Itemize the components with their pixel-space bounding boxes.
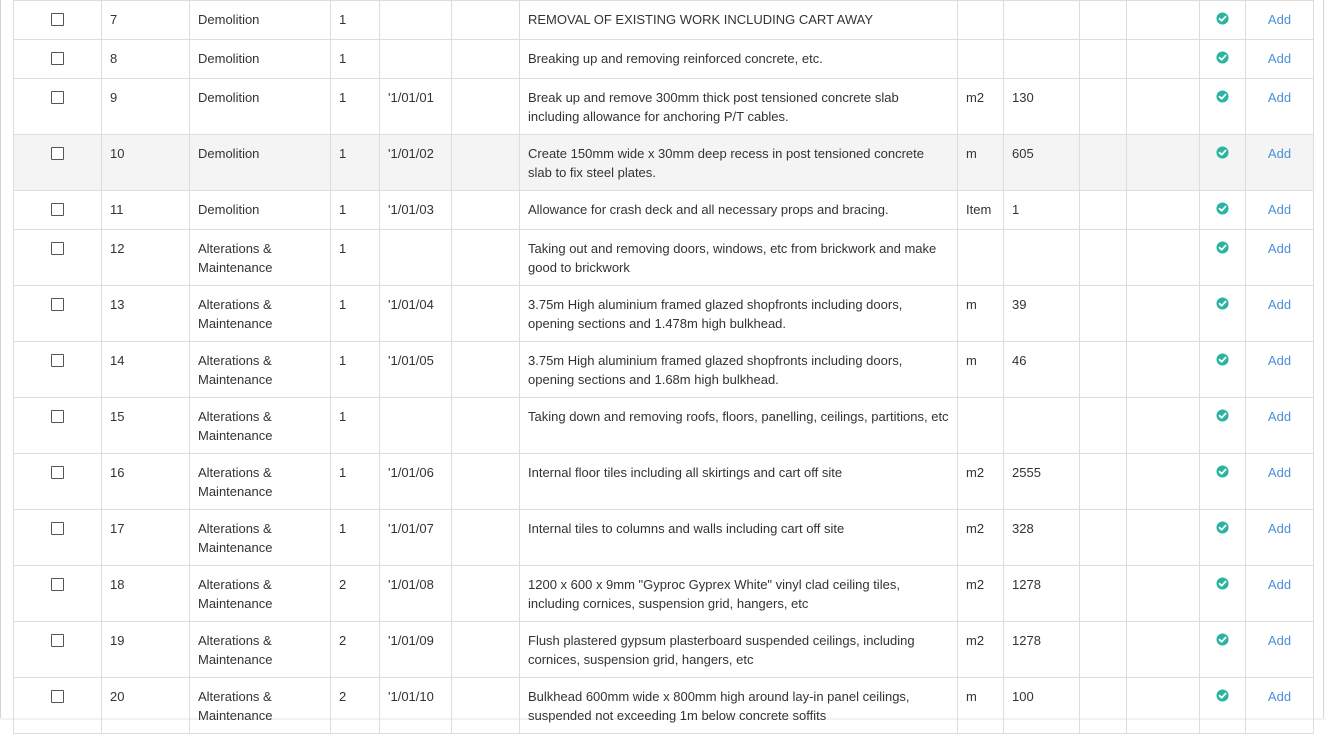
row-checkbox[interactable] <box>51 242 64 255</box>
select-cell <box>14 40 102 79</box>
status-cell <box>1200 191 1246 230</box>
unit-cell: m <box>958 342 1004 398</box>
table-row <box>14 1 1314 40</box>
select-cell <box>14 454 102 510</box>
empty-cell-b <box>1080 1 1127 40</box>
category-cell: Alterations & Maintenance <box>190 286 331 342</box>
select-cell <box>14 79 102 135</box>
row-number: 8 <box>102 40 190 79</box>
empty-cell-c <box>1127 566 1200 622</box>
empty-cell-b <box>1080 286 1127 342</box>
category-cell: Demolition <box>190 79 331 135</box>
code-cell <box>380 1 452 40</box>
status-cell <box>1200 398 1246 454</box>
table-row <box>14 40 1314 79</box>
row-checkbox[interactable] <box>51 578 64 591</box>
add-link[interactable]: Add <box>1267 689 1292 704</box>
description-cell: Internal tiles to columns and walls including cart off site <box>520 510 958 566</box>
quantity-cell: 1278 <box>1004 566 1080 622</box>
table-row <box>14 510 1314 566</box>
empty-cell-b <box>1080 510 1127 566</box>
unit-cell: m2 <box>958 454 1004 510</box>
select-cell <box>14 1 102 40</box>
check-circle-icon <box>1216 297 1229 310</box>
row-number: 11 <box>102 191 190 230</box>
add-link[interactable]: Add <box>1267 465 1292 480</box>
category-cell: Alterations & Maintenance <box>190 678 331 734</box>
empty-cell-c <box>1127 510 1200 566</box>
status-cell <box>1200 454 1246 510</box>
unit-cell: m <box>958 678 1004 734</box>
table-row <box>14 678 1314 734</box>
description-cell: Allowance for crash deck and all necessary props and bracing. <box>520 191 958 230</box>
select-cell <box>14 230 102 286</box>
status-cell <box>1200 510 1246 566</box>
code-cell: '1/01/03 <box>380 191 452 230</box>
action-cell <box>1246 40 1314 79</box>
quantity-cell: 100 <box>1004 678 1080 734</box>
level-cell: 1 <box>331 191 380 230</box>
empty-cell-a <box>452 230 520 286</box>
action-cell <box>1246 230 1314 286</box>
category-cell: Alterations & Maintenance <box>190 566 331 622</box>
quantity-cell: 1 <box>1004 191 1080 230</box>
empty-cell-b <box>1080 342 1127 398</box>
select-cell <box>14 398 102 454</box>
check-circle-icon <box>1216 577 1229 590</box>
description-cell: Create 150mm wide x 30mm deep recess in post tensioned concrete slab to fix steel plates. <box>520 135 958 191</box>
category-cell: Alterations & Maintenance <box>190 622 331 678</box>
code-cell: '1/01/04 <box>380 286 452 342</box>
empty-cell-c <box>1127 454 1200 510</box>
select-cell <box>14 286 102 342</box>
status-cell <box>1200 286 1246 342</box>
empty-cell-c <box>1127 191 1200 230</box>
code-cell <box>380 40 452 79</box>
select-cell <box>14 191 102 230</box>
level-cell: 1 <box>331 135 380 191</box>
select-cell <box>14 622 102 678</box>
code-cell: '1/01/01 <box>380 79 452 135</box>
frame-right-border <box>1323 0 1324 720</box>
row-checkbox[interactable] <box>51 91 64 104</box>
level-cell: 1 <box>331 79 380 135</box>
status-cell <box>1200 135 1246 191</box>
description-cell: Bulkhead 600mm wide x 800mm high around lay-in panel ceilings, suspended not exceeding 1m below concrete soffits <box>520 678 958 734</box>
unit-cell <box>958 230 1004 286</box>
description-cell: REMOVAL OF EXISTING WORK INCLUDING CART AWAY <box>520 1 958 40</box>
category-cell: Alterations & Maintenance <box>190 342 331 398</box>
add-link[interactable]: Add <box>1267 146 1292 161</box>
empty-cell-c <box>1127 40 1200 79</box>
check-circle-icon <box>1216 51 1229 64</box>
row-number: 14 <box>102 342 190 398</box>
code-cell: '1/01/02 <box>380 135 452 191</box>
quantity-cell: 1278 <box>1004 622 1080 678</box>
quantity-cell: 130 <box>1004 79 1080 135</box>
description-cell: Flush plastered gypsum plasterboard suspended ceilings, including cornices, suspension grid, hangers, etc <box>520 622 958 678</box>
level-cell: 1 <box>331 1 380 40</box>
level-cell: 1 <box>331 342 380 398</box>
code-cell: '1/01/06 <box>380 454 452 510</box>
unit-cell: Item <box>958 191 1004 230</box>
empty-cell-b <box>1080 566 1127 622</box>
check-circle-icon <box>1216 521 1229 534</box>
quantity-cell: 328 <box>1004 510 1080 566</box>
frame-left-border <box>0 0 1 720</box>
empty-cell-c <box>1127 398 1200 454</box>
add-link[interactable]: Add <box>1267 90 1292 105</box>
add-link[interactable]: Add <box>1267 633 1292 648</box>
quantity-cell: 2555 <box>1004 454 1080 510</box>
action-cell <box>1246 622 1314 678</box>
empty-cell-b <box>1080 622 1127 678</box>
add-link[interactable]: Add <box>1267 12 1292 27</box>
row-number: 9 <box>102 79 190 135</box>
unit-cell: m2 <box>958 566 1004 622</box>
status-cell <box>1200 622 1246 678</box>
category-cell: Demolition <box>190 1 331 40</box>
description-cell: Breaking up and removing reinforced concrete, etc. <box>520 40 958 79</box>
check-circle-icon <box>1216 202 1229 215</box>
empty-cell-c <box>1127 622 1200 678</box>
empty-cell-b <box>1080 454 1127 510</box>
row-number: 12 <box>102 230 190 286</box>
row-number: 15 <box>102 398 190 454</box>
empty-cell-b <box>1080 135 1127 191</box>
table-row <box>14 79 1314 135</box>
table-row <box>14 566 1314 622</box>
select-cell <box>14 566 102 622</box>
check-circle-icon <box>1216 465 1229 478</box>
status-cell <box>1200 566 1246 622</box>
action-cell <box>1246 566 1314 622</box>
row-checkbox[interactable] <box>51 690 64 703</box>
empty-cell-b <box>1080 678 1127 734</box>
description-cell: Taking down and removing roofs, floors, panelling, ceilings, partitions, etc <box>520 398 958 454</box>
empty-cell-c <box>1127 135 1200 191</box>
check-circle-icon <box>1216 241 1229 254</box>
add-link[interactable]: Add <box>1267 241 1292 256</box>
check-circle-icon <box>1216 90 1229 103</box>
code-cell: '1/01/07 <box>380 510 452 566</box>
empty-cell-a <box>452 1 520 40</box>
action-cell <box>1246 135 1314 191</box>
empty-cell-c <box>1127 286 1200 342</box>
level-cell: 1 <box>331 286 380 342</box>
row-number: 13 <box>102 286 190 342</box>
empty-cell-a <box>452 398 520 454</box>
action-cell <box>1246 678 1314 734</box>
action-cell <box>1246 510 1314 566</box>
add-link[interactable]: Add <box>1267 202 1292 217</box>
check-circle-icon <box>1216 12 1229 25</box>
description-cell: 3.75m High aluminium framed glazed shopfronts including doors, opening sections and 1.478m high bulkhead. <box>520 286 958 342</box>
empty-cell-b <box>1080 191 1127 230</box>
action-cell <box>1246 79 1314 135</box>
check-circle-icon <box>1216 689 1229 702</box>
empty-cell-b <box>1080 398 1127 454</box>
select-cell <box>14 678 102 734</box>
unit-cell: m2 <box>958 622 1004 678</box>
level-cell: 1 <box>331 510 380 566</box>
row-number: 10 <box>102 135 190 191</box>
row-number: 20 <box>102 678 190 734</box>
status-cell <box>1200 79 1246 135</box>
quantity-cell: 46 <box>1004 342 1080 398</box>
action-cell <box>1246 398 1314 454</box>
table-row <box>14 454 1314 510</box>
action-cell <box>1246 342 1314 398</box>
row-checkbox[interactable] <box>51 203 64 216</box>
unit-cell <box>958 398 1004 454</box>
row-checkbox[interactable] <box>51 13 64 26</box>
check-circle-icon <box>1216 353 1229 366</box>
unit-cell <box>958 1 1004 40</box>
empty-cell-a <box>452 454 520 510</box>
row-checkbox[interactable] <box>51 52 64 65</box>
row-checkbox[interactable] <box>51 466 64 479</box>
quantity-cell: 39 <box>1004 286 1080 342</box>
category-cell: Alterations & Maintenance <box>190 398 331 454</box>
description-cell: Break up and remove 300mm thick post tensioned concrete slab including allowance for anchoring P/T cables. <box>520 79 958 135</box>
add-link[interactable]: Add <box>1267 521 1292 536</box>
add-link[interactable]: Add <box>1267 409 1292 424</box>
empty-cell-a <box>452 40 520 79</box>
description-cell: 3.75m High aluminium framed glazed shopfronts including doors, opening sections and 1.68m high bulkhead. <box>520 342 958 398</box>
level-cell: 1 <box>331 230 380 286</box>
empty-cell-b <box>1080 230 1127 286</box>
quantity-cell <box>1004 1 1080 40</box>
unit-cell: m <box>958 286 1004 342</box>
code-cell <box>380 230 452 286</box>
empty-cell-a <box>452 622 520 678</box>
code-cell <box>380 398 452 454</box>
unit-cell: m2 <box>958 510 1004 566</box>
level-cell: 1 <box>331 454 380 510</box>
action-cell <box>1246 454 1314 510</box>
check-circle-icon <box>1216 409 1229 422</box>
row-number: 7 <box>102 1 190 40</box>
select-cell <box>14 342 102 398</box>
status-cell <box>1200 342 1246 398</box>
description-cell: Internal floor tiles including all skirtings and cart off site <box>520 454 958 510</box>
empty-cell-c <box>1127 678 1200 734</box>
code-cell: '1/01/05 <box>380 342 452 398</box>
category-cell: Alterations & Maintenance <box>190 454 331 510</box>
empty-cell-c <box>1127 342 1200 398</box>
description-cell: Taking out and removing doors, windows, etc from brickwork and make good to brickwork <box>520 230 958 286</box>
row-checkbox[interactable] <box>51 354 64 367</box>
row-checkbox[interactable] <box>51 410 64 423</box>
select-cell <box>14 135 102 191</box>
add-link[interactable]: Add <box>1267 353 1292 368</box>
table-row <box>14 230 1314 286</box>
category-cell: Demolition <box>190 40 331 79</box>
quantity-cell <box>1004 40 1080 79</box>
empty-cell-a <box>452 286 520 342</box>
empty-cell-a <box>452 135 520 191</box>
level-cell: 2 <box>331 678 380 734</box>
select-cell <box>14 510 102 566</box>
level-cell: 1 <box>331 40 380 79</box>
add-link[interactable]: Add <box>1267 51 1292 66</box>
quantity-cell <box>1004 398 1080 454</box>
row-number: 17 <box>102 510 190 566</box>
empty-cell-b <box>1080 40 1127 79</box>
empty-cell-a <box>452 678 520 734</box>
code-cell: '1/01/08 <box>380 566 452 622</box>
category-cell: Demolition <box>190 191 331 230</box>
level-cell: 2 <box>331 622 380 678</box>
table-row <box>14 286 1314 342</box>
empty-cell-a <box>452 342 520 398</box>
empty-cell-c <box>1127 1 1200 40</box>
action-cell <box>1246 191 1314 230</box>
bill-of-quantities-table <box>13 0 1314 734</box>
check-circle-icon <box>1216 633 1229 646</box>
status-cell <box>1200 40 1246 79</box>
level-cell: 1 <box>331 398 380 454</box>
level-cell: 2 <box>331 566 380 622</box>
category-cell: Alterations & Maintenance <box>190 230 331 286</box>
action-cell <box>1246 286 1314 342</box>
action-cell <box>1246 1 1314 40</box>
empty-cell-a <box>452 566 520 622</box>
status-cell <box>1200 678 1246 734</box>
table-row <box>14 342 1314 398</box>
empty-cell-a <box>452 510 520 566</box>
table-row <box>14 191 1314 230</box>
quantity-cell <box>1004 230 1080 286</box>
empty-cell-b <box>1080 79 1127 135</box>
row-checkbox[interactable] <box>51 634 64 647</box>
status-cell <box>1200 1 1246 40</box>
empty-cell-a <box>452 191 520 230</box>
add-link[interactable]: Add <box>1267 577 1292 592</box>
empty-cell-c <box>1127 230 1200 286</box>
code-cell: '1/01/09 <box>380 622 452 678</box>
row-number: 18 <box>102 566 190 622</box>
row-checkbox[interactable] <box>51 522 64 535</box>
row-checkbox[interactable] <box>51 298 64 311</box>
table-row <box>14 135 1314 191</box>
table-row <box>14 622 1314 678</box>
category-cell: Alterations & Maintenance <box>190 510 331 566</box>
category-cell: Demolition <box>190 135 331 191</box>
unit-cell <box>958 40 1004 79</box>
empty-cell-c <box>1127 79 1200 135</box>
quantity-cell: 605 <box>1004 135 1080 191</box>
description-cell: 1200 x 600 x 9mm "Gyproc Gyprex White" vinyl clad ceiling tiles, including cornices, suspension grid, hangers, etc <box>520 566 958 622</box>
status-cell <box>1200 230 1246 286</box>
row-number: 19 <box>102 622 190 678</box>
add-link[interactable]: Add <box>1267 297 1292 312</box>
empty-cell-a <box>452 79 520 135</box>
check-circle-icon <box>1216 146 1229 159</box>
row-number: 16 <box>102 454 190 510</box>
unit-cell: m <box>958 135 1004 191</box>
code-cell: '1/01/10 <box>380 678 452 734</box>
unit-cell: m2 <box>958 79 1004 135</box>
table-row <box>14 398 1314 454</box>
row-checkbox[interactable] <box>51 147 64 160</box>
